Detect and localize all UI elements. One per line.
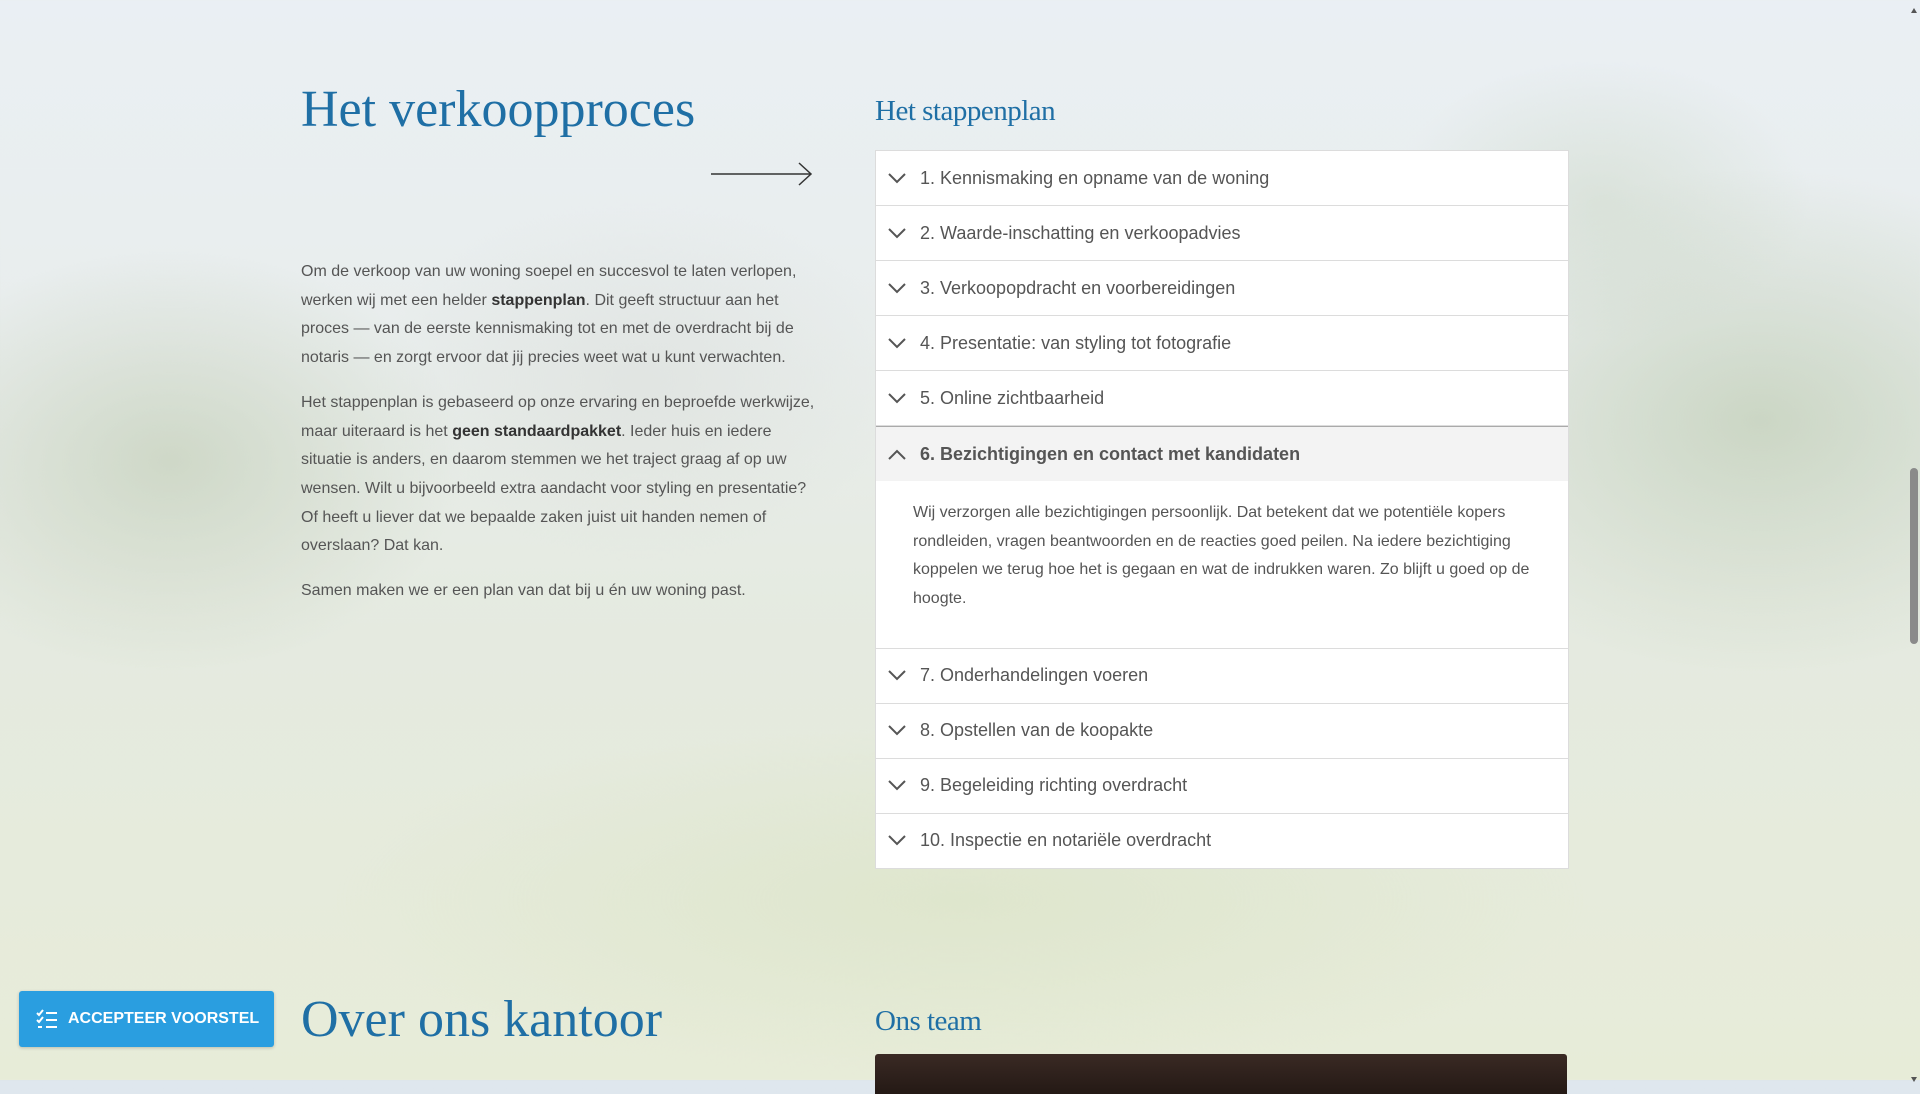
intro-bold: geen standaardpakket	[452, 422, 622, 440]
intro-bold: stappenplan	[491, 291, 586, 309]
chevron-down-icon	[888, 670, 906, 682]
scroll-up-arrow-icon[interactable]	[1910, 2, 1918, 10]
accordion-item	[876, 260, 1568, 315]
accordion-body: Wij verzorgen alle bezichtigingen persoonlijk. Dat betekent dat we potentiële kopers rondleiden, vragen beantwoorden en de reacties goed peilen. Na iedere bezichtiging koppelen we terug hoe het is gegaan en wat de indrukken waren. Zo blijft u goed op de hoogte.	[913, 504, 1530, 608]
accordion-item	[876, 315, 1568, 370]
chevron-down-icon	[888, 227, 906, 239]
scrollbar-thumb[interactable]	[1910, 468, 1918, 644]
accordion-header[interactable]	[876, 759, 1568, 813]
accordion-header[interactable]	[876, 704, 1568, 758]
accordion-label: 4. Presentatie: van styling tot fotografie	[920, 332, 1232, 353]
accordion-item	[876, 703, 1568, 758]
accordion-label: 7. Onderhandelingen voeren	[920, 665, 1149, 686]
intro-text-span: Het stappenplan is gebaseerd op onze ervaring en beproefde werkwijze, maar uiteraard is het	[301, 393, 815, 440]
intro-text-span: . Ieder huis en iedere situatie is anders, en daarom stemmen we het traject graag af op uw wensen. Wilt u bijvoorbeeld extra aandacht voor styling en presentatie? Of heeft u liever dat we bepaalde zaken juist uit handen nemen of overslaan? Dat kan.	[301, 422, 807, 555]
accordion-header[interactable]	[876, 316, 1568, 370]
about-title: Over ons kantoor	[301, 991, 663, 1048]
accordion-item	[876, 648, 1568, 703]
accordion-header[interactable]	[876, 371, 1568, 425]
chevron-up-icon	[888, 448, 906, 460]
accordion-label: 3. Verkoopopdracht en voorbereidingen	[920, 277, 1236, 298]
accordion-item	[876, 813, 1568, 868]
accordion-header[interactable]	[876, 649, 1568, 703]
intro-paragraph-3: Samen maken we er een plan van dat bij u én uw woning past.	[301, 582, 746, 600]
intro-text	[301, 258, 821, 622]
accordion-header[interactable]	[876, 426, 1568, 481]
accordion-label: 2. Waarde-inschatting en verkoopadvies	[920, 222, 1241, 243]
accordion-label: 5. Online zichtbaarheid	[920, 387, 1105, 408]
page-scrollbar[interactable]	[1908, 0, 1920, 1080]
chevron-down-icon	[888, 392, 906, 404]
chevron-down-icon	[888, 725, 906, 737]
accordion-item	[876, 370, 1568, 425]
arrow-right-icon	[711, 160, 813, 193]
accordion-label: 6. Bezichtigingen en contact met kandidaten	[920, 443, 1301, 464]
accordion-item	[876, 151, 1568, 205]
intro-paragraph-2	[301, 389, 821, 561]
intro-paragraph-1	[301, 258, 821, 373]
team-title: Ons team	[875, 1005, 982, 1037]
stappenplan-title: Het stappenplan	[875, 95, 1056, 127]
accordion-header[interactable]	[876, 814, 1568, 868]
accept-proposal-label: ACCEPTEER VOORSTEL	[68, 1010, 260, 1027]
team-photo	[875, 1054, 1567, 1094]
accordion-label: 10. Inspectie en notariële overdracht	[920, 830, 1212, 851]
checklist-icon	[36, 1009, 58, 1029]
accordion-header[interactable]	[876, 151, 1568, 205]
intro-text-span: Om de verkoop van uw woning soepel en succesvol te laten verlopen, werken wij met een helder	[301, 263, 797, 309]
accordion-header[interactable]	[876, 206, 1568, 260]
chevron-down-icon	[888, 282, 906, 294]
accept-proposal-button[interactable]	[19, 991, 274, 1047]
scroll-down-arrow-icon[interactable]	[1910, 1070, 1918, 1078]
section-title: Het verkoopproces	[301, 81, 696, 138]
accordion-item-open	[876, 425, 1568, 648]
stappenplan-accordion	[875, 150, 1569, 869]
accordion-label: 9. Begeleiding richting overdracht	[920, 775, 1188, 796]
chevron-down-icon	[888, 780, 906, 792]
accordion-item	[876, 758, 1568, 813]
accordion-item	[876, 205, 1568, 260]
chevron-down-icon	[888, 835, 906, 847]
accordion-label: 8. Opstellen van de koopakte	[920, 720, 1154, 741]
intro-text-span: . Dit geeft structuur aan het proces — van de eerste kennismaking tot en met de overdracht bij de notaris — en zorgt ervoor dat jij precies weet wat u kunt verwachten.	[301, 291, 794, 367]
accordion-header[interactable]	[876, 261, 1568, 315]
chevron-down-icon	[888, 172, 906, 184]
accordion-label: 1. Kennismaking en opname van de woning	[920, 167, 1270, 188]
chevron-down-icon	[888, 337, 906, 349]
